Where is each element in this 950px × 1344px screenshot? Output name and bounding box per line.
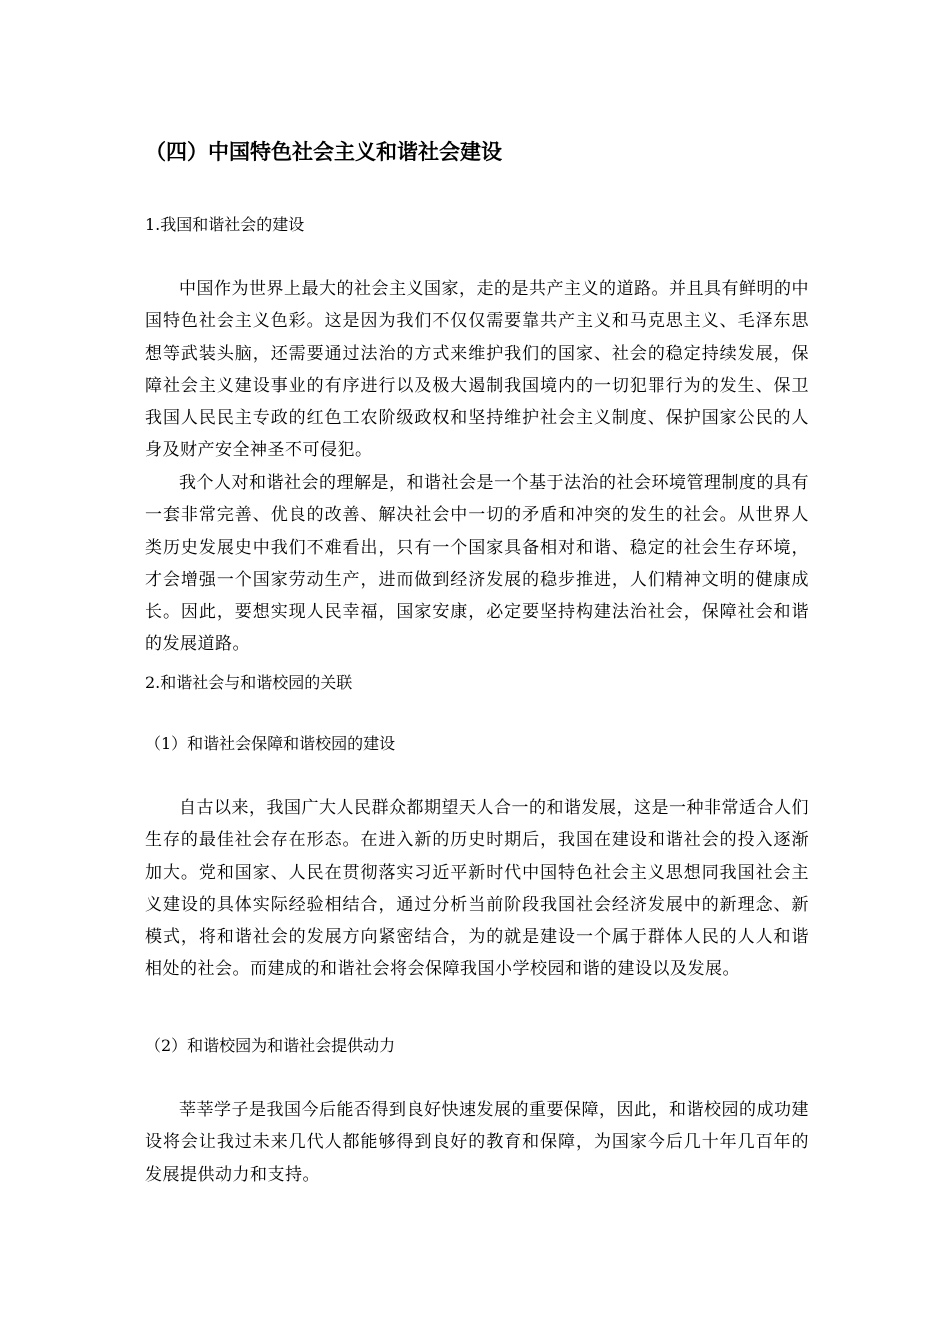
paragraph-1: 中国作为世界上最大的社会主义国家，走的是共产主义的道路。并且具有鲜明的中国特色社会主义色彩。这是因为我们不仅仅需要靠共产主义和马克思主义、毛泽东思想等武装头脑，还需要通过法治的方式来维护我们的国家、社会的稳定持续发展，保障社会主义建设事业的有序进行以及极大遏制我国境内的一切犯罪行为的发生、保卫我国人民民主专政的红色工农阶级政权和坚持维护社会主义制度、保护国家公民的人身及财产安全神圣不可侵犯。: [145, 279, 809, 461]
subsection-2-title: 2.和谐社会与和谐校园的关联: [145, 673, 353, 692]
paragraph-4: 莘莘学子是我国今后能否得到良好快速发展的重要保障，因此，和谐校园的成功建设将会让我过未来几代人都能够得到良好的教育和保障，为国家今后几十年几百年的发展提供动力和支持。: [145, 1100, 809, 1185]
paragraph-3: 自古以来，我国广大人民群众都期望天人合一的和谐发展，这是一种非常适合人们生存的最佳社会存在形态。在进入新的历史时期后，我国在建设和谐社会的投入逐渐加大。党和国家、人民在贯彻落实习近平新时代中国特色社会主义思想同我国社会主义建设的具体实际经验相结合，通过分析当前阶段我国社会经济发展中的新理念、新模式，将和谐社会的发展方向紧密结合，为的就是建设一个属于群体人民的人人和谐相处的社会。而建成的和谐社会将会保障我国小学校园和谐的建设以及发展。: [145, 798, 809, 980]
subsection-1-title: 1.我国和谐社会的建设: [145, 215, 305, 234]
section-title: （四）中国特色社会主义和谐社会建设: [145, 140, 502, 164]
part-1-title: （1）和谐社会保障和谐校园的建设: [145, 734, 396, 753]
part-2-title: （2）和谐校园为和谐社会提供动力: [145, 1036, 396, 1055]
paragraph-2: 我个人对和谐社会的理解是，和谐社会是一个基于法治的社会环境管理制度的具有一套非常完善、优良的改善、解决社会中一切的矛盾和冲突的发生的社会。从世界人类历史发展史中我们不难看出，只有一个国家具备相对和谐、稳定的社会生存环境，才会增强一个国家劳动生产，进而做到经济发展的稳步推进，人们精神文明的健康成长。因此，要想实现人民幸福，国家安康，必定要坚持构建法治社会，保障社会和谐的发展道路。: [145, 473, 809, 655]
